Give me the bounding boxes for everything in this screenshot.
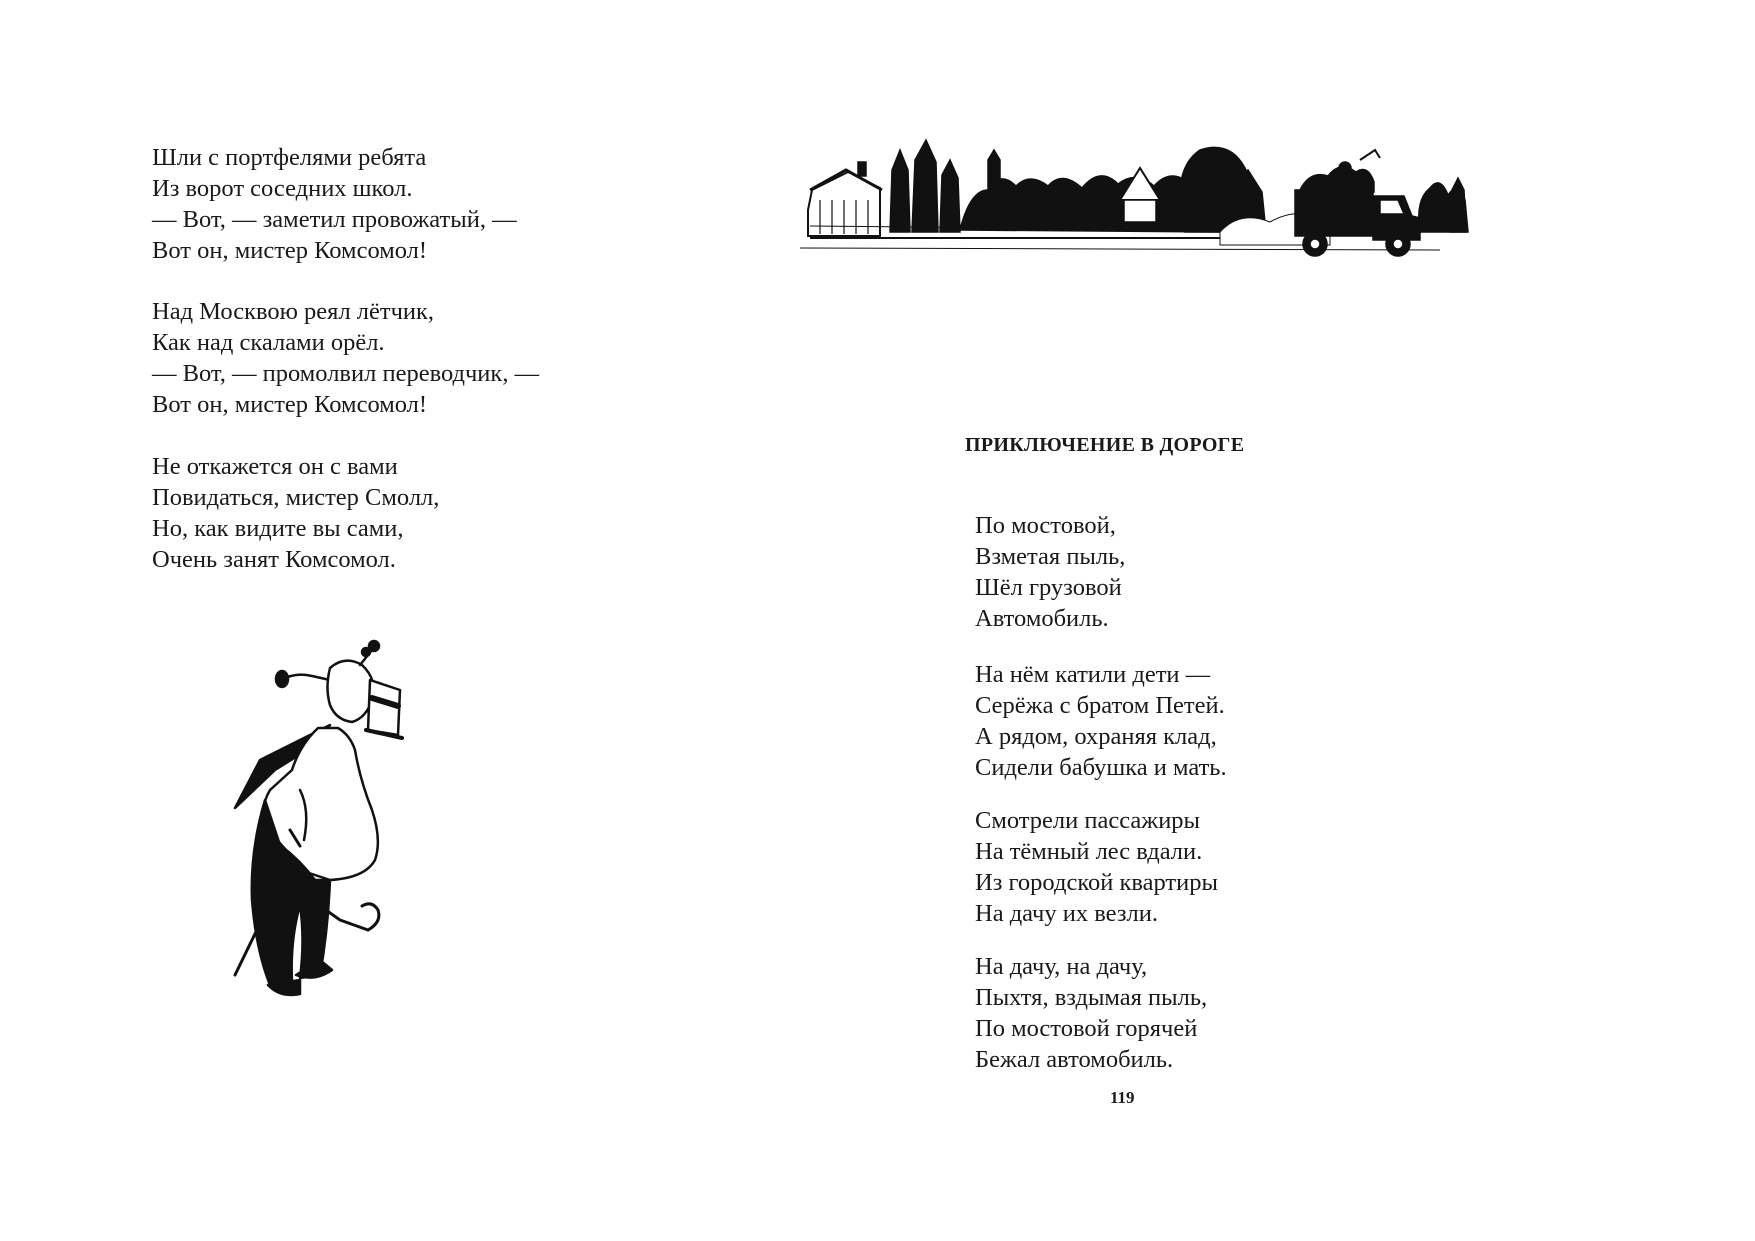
village-road-illustration [800, 0, 1755, 300]
poem-stanza [975, 510, 1125, 634]
poem-line: Но, как видите вы сами, [152, 515, 404, 542]
left-page [0, 0, 800, 1241]
poem-stanza [975, 805, 1218, 929]
poem-line: Из ворот соседних школ. [152, 175, 413, 202]
poem-line: Серёжа с братом Петей. [975, 692, 1225, 719]
poem-line: Шёл грузовой [975, 574, 1122, 601]
poem-line: Сидели бабушка и мать. [975, 754, 1227, 781]
poem-stanza [975, 951, 1207, 1075]
page-number: 119 [1110, 1088, 1135, 1107]
poem-line: На дачу их везли. [975, 900, 1158, 927]
poem-line: На нём катили дети — [975, 661, 1211, 688]
poem-line: Как над скалами орёл. [152, 329, 385, 356]
poem-line: Шли с портфелями ребята [152, 144, 427, 171]
poem-line: Вот он, мистер Комсомол! [152, 391, 428, 418]
poem-line: Бежал автомобиль. [975, 1046, 1174, 1073]
poem-line: Не откажется он с вами [152, 453, 398, 480]
right-page [800, 0, 1755, 1241]
poem-line: На тёмный лес вдали. [975, 838, 1203, 865]
poem-line: — Вот, — заметил провожатый, — [152, 206, 517, 233]
poem-line: Над Москвою реял лётчик, [152, 298, 435, 325]
poem-line: Взметая пыль, [975, 543, 1126, 570]
poem-line: На дачу, на дачу, [975, 953, 1148, 980]
man-with-pipe-illustration [0, 0, 800, 1241]
poem-line: Вот он, мистер Комсомол! [152, 237, 428, 264]
poem-line: — Вот, — промолвил переводчик, — [152, 360, 540, 387]
poem-line: Повидаться, мистер Смолл, [152, 484, 440, 511]
poem-line: Очень занят Комсомол. [152, 546, 396, 573]
poem-line: Автомобиль. [975, 605, 1109, 632]
poem-line: Пыхтя, вздымая пыль, [975, 984, 1208, 1011]
poem-line: По мостовой, [975, 512, 1116, 539]
poem-line: По мостовой горячей [975, 1015, 1198, 1042]
chapter-title: ПРИКЛЮЧЕНИЕ В ДОРОГЕ [965, 434, 1245, 456]
poem-line: Смотрели пассажиры [975, 807, 1201, 834]
poem-line: А рядом, охраняя клад, [975, 723, 1217, 750]
poem-stanza [975, 659, 1227, 783]
poem-line: Из городской квартиры [975, 869, 1218, 896]
